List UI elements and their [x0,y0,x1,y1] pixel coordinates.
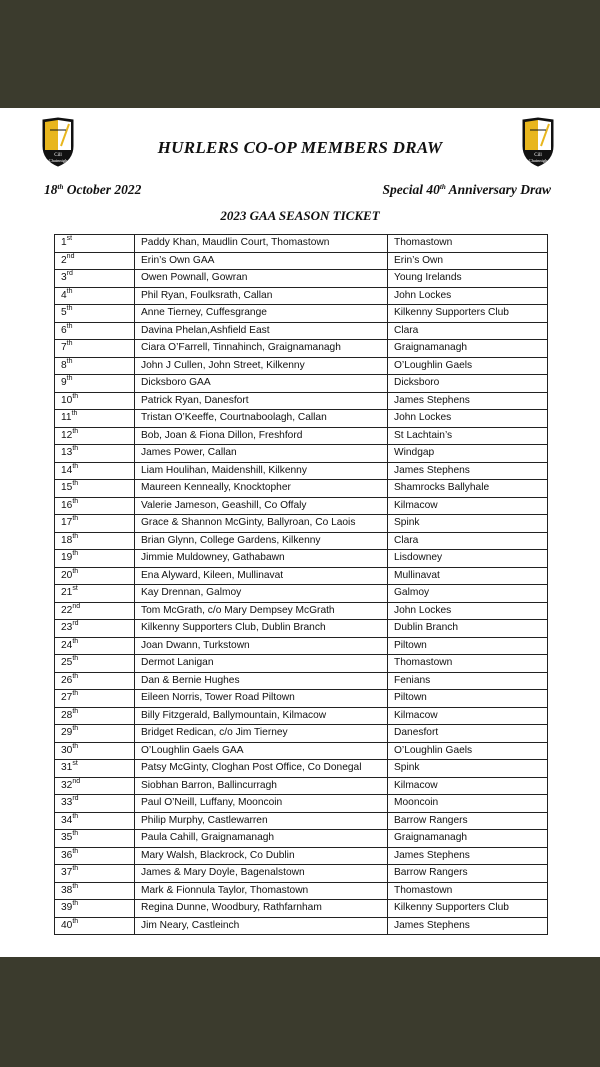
club-cell: Dicksboro [388,375,548,393]
club-cell: Kilmacow [388,707,548,725]
table-row [55,270,548,288]
table-row [55,655,548,673]
winner-name-cell: Liam Houlihan, Maidenshill, Kilkenny [135,462,388,480]
winner-name-cell: Regina Dunne, Woodbury, Rathfarnham [135,900,388,918]
table-row [55,777,548,795]
club-cell: James Stephens [388,392,548,410]
winner-name-cell: Maureen Kenneally, Knocktopher [135,480,388,498]
table-row [55,427,548,445]
position-cell: 24th [55,637,135,655]
club-cell: O’Loughlin Gaels [388,742,548,760]
position-cell: 7th [55,340,135,358]
position-cell: 26th [55,672,135,690]
position-cell: 28th [55,707,135,725]
winners-table [54,234,548,935]
winner-name-cell: Kay Drennan, Galmoy [135,585,388,603]
svg-text:Cill: Cill [534,153,542,158]
winner-name-cell: James Power, Callan [135,445,388,463]
winner-name-cell: O’Loughlin Gaels GAA [135,742,388,760]
winner-name-cell: Ena Alyward, Kileen, Mullinavat [135,567,388,585]
club-cell: Spink [388,760,548,778]
winner-name-cell: Mary Walsh, Blackrock, Co Dublin [135,847,388,865]
table-row [55,252,548,270]
table-row [55,725,548,743]
winner-name-cell: Ciara O’Farrell, Tinnahinch, Graignamanagh [135,340,388,358]
club-cell: Thomastown [388,235,548,253]
table-row [55,235,548,253]
position-cell: 13th [55,445,135,463]
winner-name-cell: Paula Cahill, Graignamanagh [135,830,388,848]
winner-name-cell: James & Mary Doyle, Bagenalstown [135,865,388,883]
club-cell: St Lachtain’s [388,427,548,445]
position-cell: 25th [55,655,135,673]
winner-name-cell: Owen Pownall, Gowran [135,270,388,288]
club-cell: James Stephens [388,847,548,865]
position-cell: 27th [55,690,135,708]
winner-name-cell: Valerie Jameson, Geashill, Co Offaly [135,497,388,515]
position-cell: 32nd [55,777,135,795]
winner-name-cell: Tom McGrath, c/o Mary Dempsey McGrath [135,602,388,620]
table-row [55,847,548,865]
draw-sheet [0,108,600,957]
club-cell: Lisdowney [388,550,548,568]
position-cell: 5th [55,305,135,323]
winner-name-cell: Anne Tierney, Cuffesgrange [135,305,388,323]
position-cell: 15th [55,480,135,498]
table-row [55,900,548,918]
club-cell: Thomastown [388,882,548,900]
winner-name-cell: Patsy McGinty, Cloghan Post Office, Co Donegal [135,760,388,778]
table-row [55,462,548,480]
club-cell: Kilmacow [388,497,548,515]
club-cell: Windgap [388,445,548,463]
winner-name-cell: Jimmie Muldowney, Gathabawn [135,550,388,568]
prize-subtitle: 2023 GAA SEASON TICKET [220,208,380,223]
table-row [55,340,548,358]
winner-name-cell: Mark & Fionnula Taylor, Thomastown [135,882,388,900]
position-cell: 17th [55,515,135,533]
table-row [55,305,548,323]
position-cell: 21st [55,585,135,603]
club-cell: Graignamanagh [388,830,548,848]
table-row [55,917,548,935]
winner-name-cell: Grace & Shannon McGinty, Ballyroan, Co Laois [135,515,388,533]
winner-name-cell: Dermot Lanigan [135,655,388,673]
position-cell: 34th [55,812,135,830]
club-cell: Galmoy [388,585,548,603]
position-cell: 23rd [55,620,135,638]
table-row [55,620,548,638]
position-cell: 11th [55,410,135,428]
winner-name-cell: John J Cullen, John Street, Kilkenny [135,357,388,375]
position-cell: 10th [55,392,135,410]
club-cell: O’Loughlin Gaels [388,357,548,375]
club-cell: Kilkenny Supporters Club [388,305,548,323]
position-cell: 39th [55,900,135,918]
winner-name-cell: Tristan O’Keeffe, Courtnaboolagh, Callan [135,410,388,428]
position-cell: 14th [55,462,135,480]
table-row [55,445,548,463]
winner-name-cell: Patrick Ryan, Danesfort [135,392,388,410]
table-row [55,410,548,428]
table-row [55,672,548,690]
club-cell: Clara [388,532,548,550]
draw-date: 18th October 2022 [44,182,142,197]
club-cell: Mullinavat [388,567,548,585]
table-row [55,287,548,305]
position-cell: 35th [55,830,135,848]
table-row [55,830,548,848]
position-cell: 2nd [55,252,135,270]
position-cell: 36th [55,847,135,865]
table-row [55,602,548,620]
position-cell: 9th [55,375,135,393]
position-cell: 3rd [55,270,135,288]
winner-name-cell: Siobhan Barron, Ballincurragh [135,777,388,795]
club-cell: John Lockes [388,602,548,620]
club-cell: Fenians [388,672,548,690]
winner-name-cell: Kilkenny Supporters Club, Dublin Branch [135,620,388,638]
club-cell: Kilmacow [388,777,548,795]
winner-name-cell: Joan Dwann, Turkstown [135,637,388,655]
club-cell: Danesfort [388,725,548,743]
table-row [55,585,548,603]
winner-name-cell: Phil Ryan, Foulksrath, Callan [135,287,388,305]
winner-name-cell: Paddy Khan, Maudlin Court, Thomastown [135,235,388,253]
club-cell: John Lockes [388,287,548,305]
table-row [55,637,548,655]
position-cell: 4th [55,287,135,305]
position-cell: 33rd [55,795,135,813]
club-cell: John Lockes [388,410,548,428]
svg-text:Chainnigh: Chainnigh [48,158,68,163]
winner-name-cell: Davina Phelan,Ashfield East [135,322,388,340]
position-cell: 37th [55,865,135,883]
table-row [55,392,548,410]
club-cell: Thomastown [388,655,548,673]
club-cell: James Stephens [388,462,548,480]
position-cell: 38th [55,882,135,900]
club-cell: Graignamanagh [388,340,548,358]
position-cell: 8th [55,357,135,375]
club-cell: Young Irelands [388,270,548,288]
table-row [55,375,548,393]
table-row [55,865,548,883]
position-cell: 18th [55,532,135,550]
position-cell: 12th [55,427,135,445]
club-cell: Mooncoin [388,795,548,813]
table-row [55,480,548,498]
table-row [55,795,548,813]
table-row [55,812,548,830]
table-row [55,707,548,725]
club-cell: Kilkenny Supporters Club [388,900,548,918]
winner-name-cell: Paul O’Neill, Luffany, Mooncoin [135,795,388,813]
club-cell: Piltown [388,637,548,655]
position-cell: 16th [55,497,135,515]
table-row [55,550,548,568]
position-cell: 22nd [55,602,135,620]
winner-name-cell: Bob, Joan & Fiona Dillon, Freshford [135,427,388,445]
position-cell: 19th [55,550,135,568]
club-cell: Shamrocks Ballyhale [388,480,548,498]
table-row [55,497,548,515]
table-row [55,532,548,550]
winner-name-cell: Philip Murphy, Castlewarren [135,812,388,830]
table-row [55,357,548,375]
winner-name-cell: Erin’s Own GAA [135,252,388,270]
table-row [55,690,548,708]
position-cell: 30th [55,742,135,760]
position-cell: 20th [55,567,135,585]
winner-name-cell: Dicksboro GAA [135,375,388,393]
club-cell: Clara [388,322,548,340]
winner-name-cell: Eileen Norris, Tower Road Piltown [135,690,388,708]
table-row [55,760,548,778]
position-cell: 40th [55,917,135,935]
table-row [55,742,548,760]
club-cell: Piltown [388,690,548,708]
svg-text:Chainnigh: Chainnigh [528,158,548,163]
table-row [55,567,548,585]
position-cell: 29th [55,725,135,743]
club-cell: Dublin Branch [388,620,548,638]
winner-name-cell: Dan & Bernie Hughes [135,672,388,690]
position-cell: 1st [55,235,135,253]
club-cell: Erin’s Own [388,252,548,270]
table-row [55,515,548,533]
position-cell: 31st [55,760,135,778]
winner-name-cell: Bridget Redican, c/o Jim Tierney [135,725,388,743]
table-row [55,882,548,900]
winner-name-cell: Brian Glynn, College Gardens, Kilkenny [135,532,388,550]
winner-name-cell: Billy Fitzgerald, Ballymountain, Kilmacow [135,707,388,725]
svg-text:Cill: Cill [54,153,62,158]
special-anniversary-label: Special 40th Anniversary Draw [382,182,551,197]
position-cell: 6th [55,322,135,340]
club-cell: Barrow Rangers [388,865,548,883]
winner-name-cell: Jim Neary, Castleinch [135,917,388,935]
club-cell: James Stephens [388,917,548,935]
club-cell: Barrow Rangers [388,812,548,830]
table-row [55,322,548,340]
club-cell: Spink [388,515,548,533]
page-title: HURLERS CO-OP MEMBERS DRAW [157,138,443,157]
